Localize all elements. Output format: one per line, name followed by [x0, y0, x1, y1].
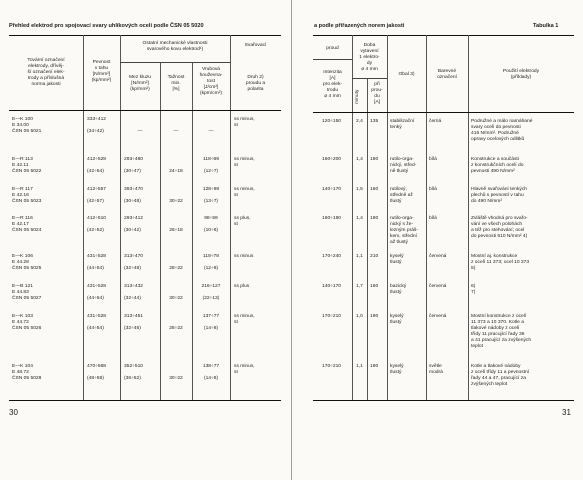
at-current-value: 190 [370, 364, 379, 369]
page-number: 30 [9, 408, 18, 417]
impact-value: 118÷69 (12÷7) [203, 157, 219, 174]
minutes-value: 1,1 [356, 364, 363, 369]
strength-value: 412÷510 (42÷52) [87, 216, 107, 233]
current-value: ss plus, st [234, 216, 251, 227]
elongation-value: 26÷18 [169, 228, 183, 233]
at-current-value: 160 [370, 187, 379, 192]
header-impact: Vrubová houževna- tost [J/cm²] (kpm/cm²) [199, 67, 223, 96]
usage-value: Mostní aj. konstrukce z ocelí 11 373; ocel 10 373 5) [471, 254, 530, 271]
color-value: bílá [429, 157, 437, 162]
page-number: 31 [562, 408, 571, 417]
header-electrode: Tovární označení elektrody, dřívěj- ší označení elek- trody a příslušná norma jakosti [27, 58, 65, 87]
strength-value: 470÷568 (48÷58) [87, 364, 107, 381]
header-elongation: Tažnost min. [%] [167, 75, 185, 92]
coating-value: stabilizační tenký [390, 119, 415, 130]
table-label: Tabulka 1 [533, 23, 559, 29]
elongation-value: 30÷22 [169, 296, 183, 301]
coating-value: rutilo-orga- nický, střed- ně tlustý [390, 157, 417, 174]
coating-value: kyselý tlustý [390, 254, 404, 265]
header-color: Barevné označení [437, 69, 457, 80]
impact-value: — [208, 129, 214, 134]
strength-value: 431÷528 (44÷54) [87, 254, 107, 271]
strength-value: 333÷412 (34÷42) [87, 117, 107, 134]
strength-value: 431÷528 (44÷54) [87, 314, 107, 331]
current-value: ss minus [234, 254, 254, 259]
header-melt-time: Doba vytavení 1 elektro- dy ⌀ 4 mm [359, 43, 380, 72]
header-minutes: minuty [355, 89, 360, 104]
yield-value: 293÷412 (30÷42) [124, 216, 144, 233]
impact-value: 98÷59 (10÷6) [203, 216, 219, 233]
at-current-value: 135 [370, 119, 379, 124]
elongation-value: 24÷18 [169, 169, 183, 174]
minutes-value: 1,0 [356, 314, 363, 319]
electrode-name: E—R 113 E 42.11 ČSN 05 5022 [12, 157, 42, 174]
impact-value: 138÷77 (14÷8) [202, 364, 220, 381]
usage-value: Kotle a tlakové nádoby z ocelí třídy 11 a pevnostní řady 44 a 47, pracující za zvýšených teplot [471, 364, 530, 387]
elongation-value: — [173, 129, 179, 134]
minutes-value: 1,1 [356, 254, 363, 259]
yield-value: 313÷432 (32÷44) [124, 284, 144, 301]
usage-value: 6) 7) [471, 284, 476, 295]
current-value: ss plus [234, 284, 250, 289]
intensity-value: 170÷210 [322, 364, 342, 369]
current-value: ss minus, st [234, 314, 255, 325]
coating-value: kyselý tlustý [390, 364, 404, 375]
header-at-current: při prou- du [A] [371, 82, 383, 105]
usage-value: Mostní konstrukce z ocelí 11 373 a 10 370. Kotle a tlakové nádoby z ocelí třídy 11 pracující řady 36 a 41 pracující za zvýšených teplot [471, 314, 532, 349]
electrode-name: E—K 100 E 34.00 ČSN 05 5021 [12, 117, 42, 134]
color-value: bílá [429, 187, 437, 192]
table-bottom-rule [313, 400, 574, 401]
electrode-name: E—B 121 E 44.83 ČSN 05 5027 [12, 284, 42, 301]
header-current: proud [326, 46, 339, 51]
yield-value: 352÷510 (36÷52) [124, 364, 144, 381]
at-current-value: 180 [370, 157, 379, 162]
right-page [292, 0, 583, 480]
current-value: ss minus, st [234, 187, 255, 198]
header-current: Druh 2) proudu a polarita [245, 75, 266, 92]
intensity-value: 160÷200 [322, 157, 342, 162]
electrode-name: E—K 103 E 44.72 ČSN 05 5026 [12, 314, 42, 331]
strength-value: 431÷528 (44÷54) [87, 284, 107, 301]
color-value: bílá [429, 216, 437, 221]
yield-value: 313÷451 (32÷46) [124, 314, 144, 331]
minutes-value: 1,7 [356, 284, 363, 289]
electrode-name: E—K 104 E 48.72 ČSN 05 5028 [12, 364, 42, 381]
yield-value: 393÷470 (30÷48) [124, 187, 144, 204]
impact-value: 118÷78 (12÷8) [203, 254, 219, 271]
yield-value: 293÷460 (30÷47) [124, 157, 144, 174]
header-welding: Svařovací [244, 43, 267, 48]
electrode-name: E—R 117 E 42.16 ČSN 05 5023 [12, 187, 42, 204]
impact-value: 128÷69 (13÷7) [202, 187, 220, 204]
elongation-value: 30÷22 [169, 376, 183, 381]
header-yield: Mez kluzu [N/mm²] (kp/mm²) [128, 75, 151, 92]
header-usage: Použití elektrody (příklady) [502, 69, 540, 80]
color-value: červená [429, 314, 447, 319]
right-page-title: a podle přiřazených norem jakosti [314, 23, 405, 29]
coating-value: rutilový, středně až tlustý [390, 187, 413, 204]
intensity-value: 160÷190 [322, 216, 342, 221]
current-value: ss minus, st [234, 157, 255, 168]
color-value: černá [429, 119, 442, 124]
usage-value: Hlavně svařování tenkých plechů s pevností v tahu do 490 N/mm² [471, 187, 527, 204]
header-mech-group: Ostatní mechanické vlastnosti svarového kovu elektrod¹) [142, 41, 208, 52]
table-top-rule [9, 35, 281, 36]
header-bottom-rule [9, 110, 281, 111]
color-value: červená [429, 284, 447, 289]
yield-value: 313÷470 (32÷48) [124, 254, 144, 271]
impact-value: 216÷127 (22÷13) [201, 284, 221, 301]
elongation-value: 30÷22 [169, 199, 183, 204]
strength-value: 412÷528 (42÷54) [87, 157, 107, 174]
minutes-value: 1,5 [356, 187, 363, 192]
minutes-value: 2,4 [356, 119, 363, 124]
electrode-name: E—K 106 E 44.28 ČSN 05 5025 [12, 254, 42, 271]
coating-value: bazický tlustý [390, 284, 407, 295]
intensity-value: 120÷150 [322, 119, 342, 124]
color-value: červená [429, 254, 447, 259]
intensity-value: 170÷210 [322, 314, 342, 319]
header-intensity: Intenzita [A] pro elek- trodu ⌀ 4 mm [322, 70, 343, 99]
header-bottom-rule [313, 112, 574, 113]
strength-value: 412÷557 (42÷57) [87, 187, 107, 204]
color-value: světle modrá [429, 364, 443, 375]
minutes-value: 1,4 [356, 157, 363, 162]
current-value: ss minus, st [234, 364, 255, 375]
at-current-value: 160 [370, 284, 379, 289]
at-current-value: 210 [370, 254, 379, 259]
table-bottom-rule [9, 400, 281, 401]
at-current-value: 180 [370, 216, 379, 221]
intensity-value: 140÷170 [322, 187, 342, 192]
current-value: ss minus, st [234, 117, 255, 128]
header-coating: Obal 3) [398, 72, 415, 77]
elongation-value: 28÷22 [169, 266, 183, 271]
electrode-name: E—R 116 E 42.17 ČSN 05 5024 [12, 216, 42, 233]
usage-value: Zvláště vhodná pro svařo- vání ve všech polohách a též pro stehování; ocel do pevnosti 510 N/mm² 4) [471, 216, 528, 239]
at-current-value: 190 [370, 314, 379, 319]
minutes-value: 1,4 [356, 216, 363, 221]
coating-value: rutilo-orga- nický s že- lezným práš- kem, střední až tlustý [390, 216, 418, 245]
header-strength: Pevnost v tahu [N/mm²] (kp/mm²) [91, 60, 112, 83]
yield-value: — [137, 129, 143, 134]
impact-value: 137÷77 (14÷8) [202, 314, 220, 331]
intensity-value: 170÷240 [322, 254, 342, 259]
left-page-title: Přehled elektrod pro spojovací svary uhlíkových ocelí podle ČSN 05 5020 [9, 23, 204, 29]
usage-value: Podružné a málo namáhané svary ocelí do pevnosti 415 N/mm². Podružné opravy ocelových odlitků [471, 119, 533, 142]
usage-value: Konstrukce a součásti z konstrukčních ocelí do pevnosti 490 N/mm² [471, 157, 524, 174]
intensity-value: 140÷170 [322, 284, 342, 289]
coating-value: kyselý tlustý [390, 314, 404, 325]
elongation-value: 28÷22 [169, 326, 183, 331]
